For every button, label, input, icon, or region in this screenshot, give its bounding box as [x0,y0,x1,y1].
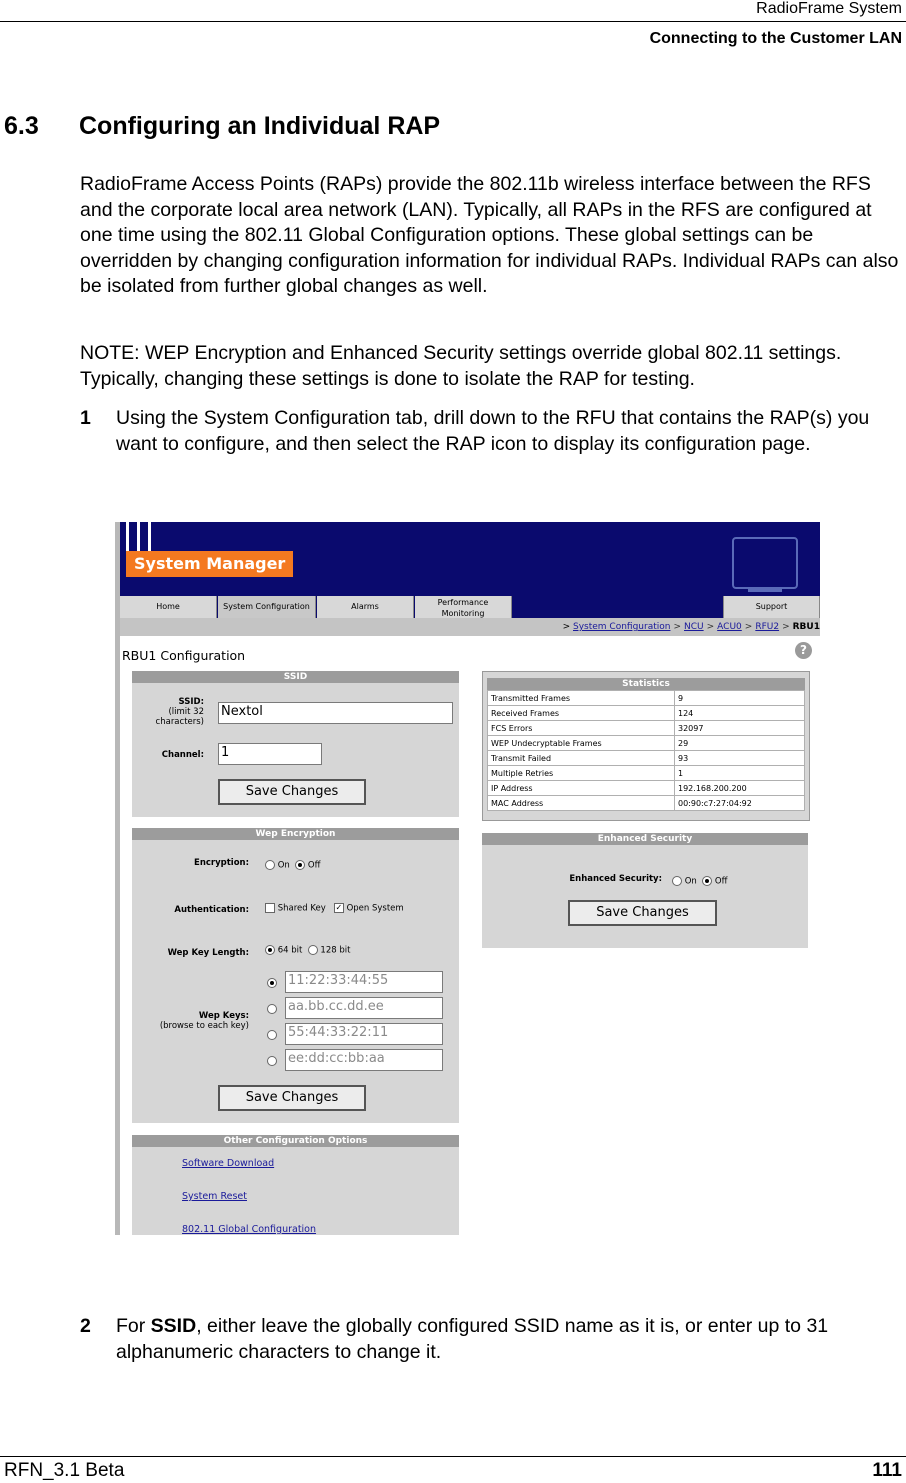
tab-label-line1: Performance [437,598,489,607]
enhanced-off-radio[interactable] [702,876,712,886]
section-title: Configuring an Individual RAP [79,112,441,140]
page-number: 111 [872,1460,902,1481]
statistics-row [488,766,805,781]
breadcrumb-separator: > [673,622,682,632]
banner-stripe [126,522,129,552]
running-header-product: RadioFrame System [756,0,902,17]
ssid-panel [132,671,459,817]
wep-keys-label-text: Wep Keys: [198,1011,249,1021]
enhanced-security-title: Enhanced Security [482,833,808,845]
intro-paragraph: RadioFrame Access Points (RAPs) provide the 802.11b wireless interface between the RFS and the corporate local area network (LAN). Typically, all RAPs in the RFS are configured at one time using the 802.11 Global Configuration options. These global settings can be overridden by changing configuration information for individual RAPs. Individual RAPs can also be isolated from further global changes as well. [80,173,899,297]
footer-document-id: RFN_3.1 Beta [4,1460,125,1481]
enhanced-security-panel [482,833,808,948]
statistic-value: 9 [675,691,805,706]
wep-key-1-radio[interactable] [267,978,277,988]
statistic-name: WEP Undecryptable Frames [488,736,675,751]
statistic-name: MAC Address [488,796,675,811]
tab-support[interactable]: Support [723,596,820,618]
page-title: RBU1 Configuration [122,648,246,663]
ssid-label-text: SSID: [178,697,204,707]
banner [120,522,820,596]
monitor-icon [732,537,798,589]
statistic-name: Transmitted Frames [488,691,675,706]
ssid-label [132,697,204,727]
channel-label: Channel: [161,750,204,760]
enhanced-security-label: Enhanced Security: [569,874,662,884]
tab-performance-monitoring[interactable] [415,596,512,618]
breadcrumb-acu0[interactable]: ACU0 [717,622,742,632]
authentication-label: Authentication: [174,905,249,915]
statistic-value: 192.168.200.200 [675,781,805,796]
encryption-on-label: On [277,860,290,871]
breadcrumb-ncu[interactable]: NCU [684,622,704,632]
section-number: 6.3 [4,112,39,140]
step-text-before: For [116,1315,151,1337]
wep-keys-hint: (browse to each key) [159,1021,249,1031]
statistic-name: Received Frames [488,706,675,721]
step-text [116,1314,902,1365]
section-heading [4,112,440,141]
step-text-after: , either leave the globally configured SSID name as it is, or enter up to 31 alphanumeric characters to change it. [116,1315,829,1363]
statistic-name: Transmit Failed [488,751,675,766]
statistic-name: IP Address [488,781,675,796]
tab-home[interactable]: Home [120,596,217,618]
nav-tabs [120,596,820,618]
system-reset-link[interactable]: System Reset [182,1191,247,1202]
other-options-title: Other Configuration Options [132,1135,459,1147]
system-manager-screenshot [115,522,820,1235]
wep-key-4-input[interactable]: ee:dd:cc:bb:aa [285,1049,443,1071]
wep-key-3-input[interactable]: 55:44:33:22:11 [285,1023,443,1045]
channel-input[interactable]: 1 [218,743,322,765]
statistics-table [487,690,805,811]
key-128bit-label: 128 bit [320,945,351,956]
statistics-panel-title: Statistics [487,678,805,690]
statistic-value: 00:90:c7:27:04:92 [675,796,805,811]
statistics-row [488,796,805,811]
banner-stripe [137,522,140,552]
open-system-label: Open System [346,903,404,914]
step-number: 2 [80,1315,91,1337]
wep-key-1-input[interactable]: 11:22:33:44:55 [285,971,443,993]
statistics-row [488,721,805,736]
wep-encryption-panel [132,828,459,1123]
wep-key-length-label: Wep Key Length: [167,948,249,958]
wep-save-button[interactable]: Save Changes [218,1085,366,1111]
enhanced-off-label: Off [714,876,728,887]
statistics-row [488,736,805,751]
enhanced-on-label: On [684,876,697,887]
step-bold-term: SSID [150,1315,197,1337]
encryption-off-radio[interactable] [295,860,305,870]
statistics-row [488,751,805,766]
statistic-value: 93 [675,751,805,766]
open-system-checkbox[interactable]: ✓ [335,903,343,912]
breadcrumb-prefix: > [562,622,571,632]
statistics-row [488,691,805,706]
statistic-name: FCS Errors [488,721,675,736]
encryption-label: Encryption: [194,858,249,868]
system-manager-logo: System Manager [126,551,293,577]
key-length-options [265,945,350,956]
step-number: 1 [80,407,91,429]
key-64bit-label: 64 bit [277,945,303,956]
statistics-row [488,706,805,721]
breadcrumb [120,618,820,636]
breadcrumb-current: RBU1 [792,622,820,632]
other-options-panel [132,1135,459,1235]
statistics-row [488,781,805,796]
wep-key-3-radio[interactable] [267,1030,277,1040]
shared-key-checkbox[interactable] [265,903,275,913]
enhanced-security-options [672,876,727,887]
key-128bit-radio[interactable] [308,945,318,955]
enhanced-save-button[interactable]: Save Changes [568,900,717,926]
running-header-chapter: Connecting to the Customer LAN [649,30,902,47]
wep-key-2-input[interactable]: aa.bb.cc.dd.ee [285,997,443,1019]
encryption-off-label: Off [307,860,321,871]
tab-system-configuration[interactable]: System Configuration [218,596,316,618]
statistic-value: 1 [675,766,805,781]
wep-keys-label [132,1011,249,1031]
statistic-value: 124 [675,706,805,721]
tab-label-line2: Monitoring [441,609,485,618]
wep-key-2-radio[interactable] [267,1004,277,1014]
ssid-panel-title: SSID [132,671,459,683]
header-rule [0,21,906,22]
footer-rule [0,1456,906,1457]
breadcrumb-separator: > [744,622,753,632]
key-64bit-radio[interactable] [265,945,275,955]
ssid-save-button[interactable]: Save Changes [218,779,366,805]
software-download-link[interactable]: Software Download [182,1158,275,1169]
breadcrumb-separator: > [782,622,790,632]
breadcrumb-system-configuration[interactable]: System Configuration [573,622,671,632]
wep-panel-title: Wep Encryption [132,828,459,840]
global-configuration-link[interactable]: 802.11 Global Configuration [182,1224,317,1235]
help-icon[interactable]: ? [795,642,812,659]
statistic-value: 32097 [675,721,805,736]
banner-stripe [148,522,151,552]
breadcrumb-separator: > [706,622,715,632]
monitor-stand [748,588,782,592]
breadcrumb-rfu2[interactable]: RFU2 [755,622,780,632]
note-paragraph: NOTE: WEP Encryption and Enhanced Security settings override global 802.11 settings. Typically, changing these settings is done to isolate the RAP for testing. [80,342,842,390]
wep-key-4-radio[interactable] [267,1056,277,1066]
tab-alarms[interactable]: Alarms [317,596,414,618]
encryption-on-radio[interactable] [265,860,275,870]
ssid-hint: (limit 32 characters) [155,707,204,727]
ssid-input[interactable]: Nextol [218,702,453,724]
authentication-options [265,903,404,914]
enhanced-on-radio[interactable] [672,876,682,886]
encryption-options [265,860,320,871]
statistics-panel [482,671,810,821]
step-text: Using the System Configuration tab, drill down to the RFU that contains the RAP(s) you want to configure, and then select the RAP icon to display its configuration page. [116,407,870,455]
statistic-name: Multiple Retries [488,766,675,781]
shared-key-label: Shared Key [277,903,326,914]
statistic-value: 29 [675,736,805,751]
